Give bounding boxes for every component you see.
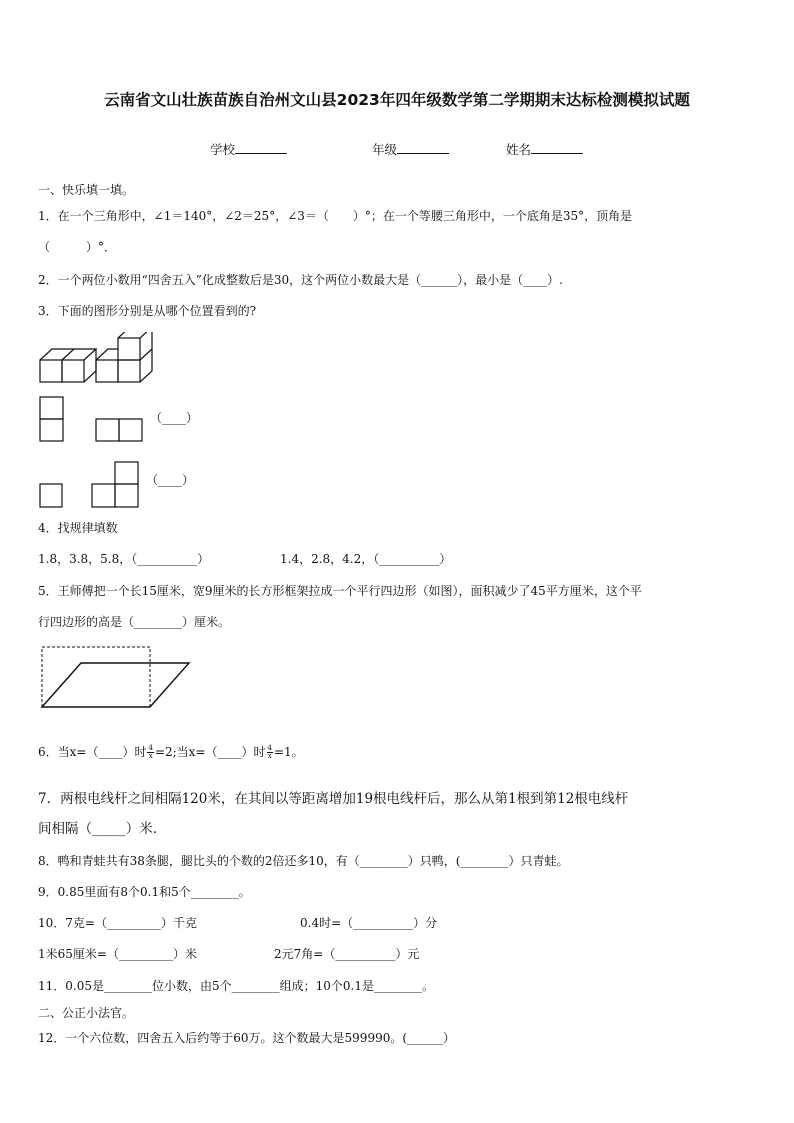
grade-blank[interactable] — [397, 141, 449, 154]
question-4-sequence-a: 1.8，3.8，5.8，（__________） — [38, 552, 210, 566]
question-11: 11．0.05是________位小数，由5个________组成；10个0.1是________。 — [38, 979, 434, 993]
question-7-line-1: 7．两根电线杆之间相隔120米，在其间以等距离增加19根电线杆后，那么从第1根到第12根电线杆 — [38, 791, 629, 807]
question-10-d: 2元7角=（__________）元 — [274, 947, 420, 961]
section-1-heading: 一、快乐填一填。 — [38, 183, 135, 197]
page-title: 云南省文山壮族苗族自治州文山县2023年四年级数学第二学期期末达标检测模拟试题 — [104, 91, 690, 109]
grade-field[interactable] — [372, 140, 449, 158]
question-6 — [38, 744, 304, 760]
question-1-line-1: 1．在一个三角形中，∠1＝140°，∠2＝25°，∠3＝（ ）°；在一个等腰三角形中，一个底角是35°，顶角是 — [38, 209, 633, 223]
question-5-line-2: 行四边形的高是（________）厘米。 — [38, 615, 231, 629]
view-l-shape-figure — [90, 460, 142, 510]
question-7-line-2: 间相隔（_____）米． — [38, 821, 167, 837]
cube-stack-figure — [38, 332, 163, 387]
name-field[interactable] — [506, 140, 583, 158]
question-10-c: 1米65厘米=（_________）米 — [38, 947, 197, 961]
question-6-fraction-1: $\frac{4}{x}$ — [148, 744, 153, 760]
parallelogram-figure — [38, 643, 193, 711]
question-5-line-1: 5．王师傅把一个长15厘米，宽9厘米的长方形框架拉成一个平行四边形（如图），面积减少了45平方厘米，这个平 — [38, 584, 642, 598]
view-tall-figure — [38, 395, 68, 443]
grade-label: 年级 — [372, 142, 398, 157]
question-1-line-2: （ ）°． — [38, 240, 117, 254]
section-2-heading: 二、公正小法官。 — [38, 1006, 135, 1020]
question-8: 8．鸭和青蛙共有38条腿，腿比头的个数的2倍还多10，有（________）只鸭，(________）只青蛙。 — [38, 854, 569, 868]
question-12: 12．一个六位数，四舍五入后约等于60万。这个数最大是599990。(______） — [38, 1031, 456, 1045]
school-label: 学校 — [210, 142, 236, 157]
question-10-b: 0.4时=（__________）分 — [300, 916, 438, 930]
view-wide-figure — [94, 417, 146, 443]
question-3-blank-1[interactable]: （____） — [150, 411, 199, 425]
question-3: 3．下面的图形分别是从哪个位置看到的? — [38, 304, 257, 318]
question-3-blank-2[interactable]: （____） — [146, 473, 195, 487]
question-6-fraction-2: $\frac{4}{x}$ — [267, 744, 272, 760]
question-6-part-3: =1。 — [273, 745, 304, 759]
question-9: 9．0.85里面有8个0.1和5个________。 — [38, 885, 251, 899]
view-single-figure — [38, 482, 66, 510]
question-4: 4．找规律填数 — [38, 521, 118, 535]
name-blank[interactable] — [531, 141, 583, 154]
question-6-part-1: 6．当x=（____）时 — [38, 745, 147, 759]
school-blank[interactable] — [235, 141, 287, 154]
school-field[interactable] — [210, 140, 287, 158]
question-10-a: 10．7克=（_________）千克 — [38, 916, 197, 930]
question-2: 2．一个两位小数用“四舍五入”化成整数后是30，这个两位小数最大是（______），最小是（____）. — [38, 273, 563, 287]
name-label: 姓名 — [506, 142, 532, 157]
question-6-part-2: =2;当x=（____）时 — [154, 745, 266, 759]
question-4-sequence-b: 1.4，2.8，4.2，（__________） — [280, 552, 452, 566]
